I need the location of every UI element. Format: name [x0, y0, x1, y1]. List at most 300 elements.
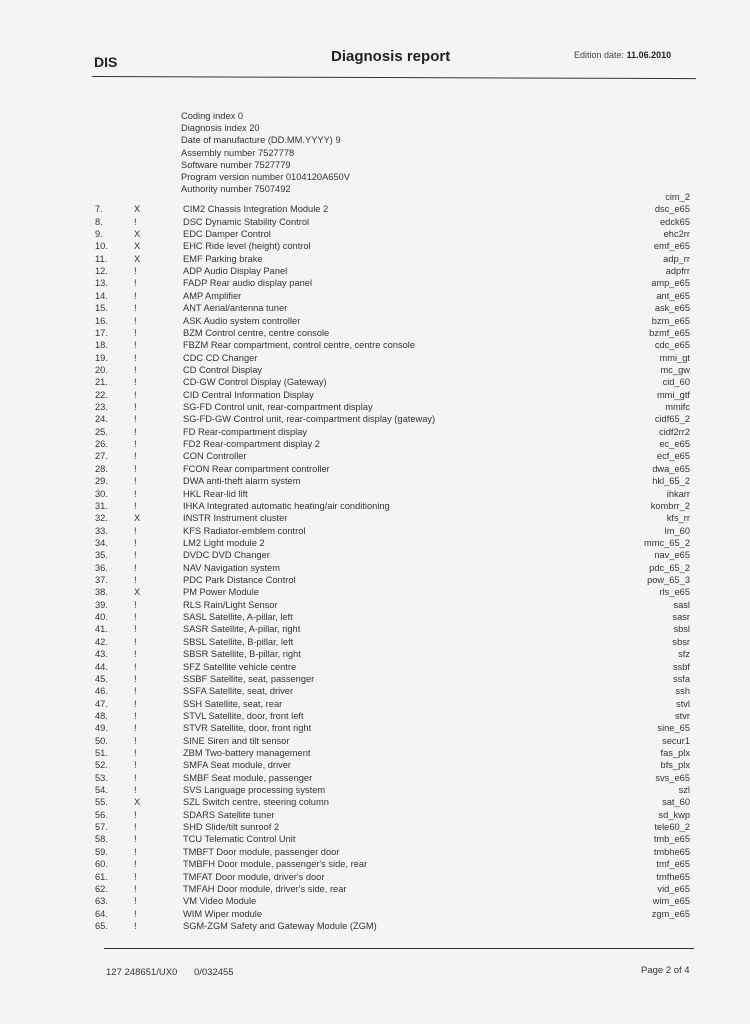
row-number: 47.: [95, 698, 108, 709]
module-description: FADP Rear audio display panel: [183, 278, 313, 289]
module-description: CID Central Information Display: [183, 389, 314, 400]
row-flag: X: [134, 513, 141, 524]
footer-ids: [106, 967, 234, 978]
module-description: SMBF Seat module, passenger: [183, 772, 313, 783]
list-item: [0, 475, 750, 487]
module-description: VM Video Module: [183, 896, 257, 907]
module-code: sat_60: [662, 797, 690, 808]
list-item: [0, 463, 750, 475]
row-flag: !: [134, 562, 137, 573]
row-flag: !: [134, 920, 137, 931]
list-item: [0, 858, 750, 870]
row-number: 13.: [95, 278, 108, 289]
module-description: CON Controller: [183, 451, 247, 462]
row-number: 25.: [95, 426, 108, 437]
list-item: [0, 240, 750, 252]
footer-id-2: 248651/UX0: [124, 967, 178, 978]
row-number: 53.: [95, 772, 108, 783]
row-flag: !: [134, 290, 137, 301]
module-description: SBSR Satellite, B-pillar, right: [183, 649, 301, 660]
row-flag: !: [134, 315, 137, 326]
list-item: [0, 216, 750, 228]
module-description: NAV Navigation system: [183, 562, 280, 573]
row-flag: !: [134, 414, 137, 425]
module-description: BZM Control centre, centre console: [183, 327, 330, 338]
module-code: mc_gw: [660, 364, 690, 375]
module-description: STVR Satellite, door, front right: [183, 723, 312, 734]
row-flag: !: [134, 500, 137, 511]
module-description: SASL Satellite, A-pillar, left: [183, 612, 293, 623]
row-number: 41.: [95, 624, 108, 635]
row-number: 32.: [95, 513, 108, 524]
row-number: 21.: [95, 377, 108, 388]
list-item: [0, 833, 750, 845]
module-description: FCON Rear compartment controller: [183, 463, 330, 474]
list-item: [0, 277, 750, 289]
header-divider: [92, 76, 696, 79]
row-flag: !: [134, 476, 137, 487]
module-code: cidf65_2: [654, 414, 690, 425]
module-description: FD Rear-compartment display: [183, 426, 307, 437]
list-item: [0, 735, 750, 747]
module-code: tmb_e65: [653, 834, 690, 845]
module-description: ASK Audio system controller: [183, 315, 301, 326]
module-code: ssh: [675, 686, 690, 697]
row-number: 44.: [95, 661, 108, 672]
module-description: DVDC DVD Changer: [183, 550, 270, 561]
list-item: [0, 648, 750, 660]
module-description: SGM-ZGM Safety and Gateway Module (ZGM): [183, 920, 377, 931]
row-number: 51.: [95, 747, 108, 758]
module-description: SG-FD Control unit, rear-compartment display: [183, 402, 373, 412]
row-number: 30.: [95, 488, 108, 499]
row-flag: !: [134, 735, 137, 746]
module-description: DSC Dynamic Stability Control: [183, 216, 310, 227]
module-code: amp_e65: [651, 278, 690, 289]
row-flag: !: [134, 266, 137, 277]
list-item: [0, 253, 750, 265]
row-flag: !: [134, 809, 137, 820]
row-number: 20.: [95, 364, 108, 375]
module-code: rls_e65: [659, 587, 690, 598]
list-item: [0, 574, 750, 586]
list-item: [0, 908, 750, 920]
module-code: tele60_2: [654, 822, 690, 833]
row-number: 17.: [95, 327, 108, 338]
row-number: 11.: [95, 253, 108, 264]
row-number: 24.: [95, 414, 108, 425]
row-flag: !: [134, 525, 137, 536]
list-item: [0, 376, 750, 388]
list-item: [0, 339, 750, 351]
module-description: SZL Switch centre, steering column: [183, 797, 329, 808]
list-item: [0, 698, 750, 710]
module-code: stvr: [675, 710, 690, 721]
list-item: [0, 537, 750, 549]
module-code: edck65: [660, 216, 690, 227]
module-description: SINE Siren and tilt sensor: [183, 735, 290, 746]
list-item: [0, 450, 750, 462]
module-description: PDC Park Distance Control: [183, 575, 296, 585]
module-code: dwa_e65: [652, 463, 690, 474]
row-number: 45.: [95, 673, 108, 684]
module-description: CDC CD Changer: [183, 352, 258, 363]
list-item: [0, 784, 750, 796]
row-number: 29.: [95, 476, 108, 487]
module-description: IHKA Integrated automatic heating/air conditioning: [183, 500, 390, 511]
module-description: RLS Rain/Light Sensor: [183, 599, 278, 610]
page-number: Page 2 of 4: [641, 965, 690, 976]
module-description: EDC Damper Control: [183, 229, 271, 239]
row-flag: !: [134, 760, 137, 771]
row-number: 38.: [95, 587, 108, 598]
row-flag: !: [134, 673, 137, 684]
module-code: ant_e65: [656, 290, 690, 301]
list-item: [0, 759, 750, 771]
row-number: 8.: [95, 216, 103, 227]
module-description: EMF Parking brake: [183, 253, 263, 264]
row-flag: !: [134, 389, 137, 400]
module-code: adpfrr: [665, 266, 690, 277]
module-code: mmi_gtf: [656, 389, 690, 400]
edition-date-label: Edition date:: [574, 50, 625, 60]
module-description: DWA anti-theft alarm system: [183, 476, 301, 487]
info-line: Program version number 0104120A650V: [181, 172, 350, 183]
list-item: [0, 747, 750, 759]
module-description: LM2 Light module 2: [183, 537, 265, 548]
module-description: CIM2 Chassis Integration Module 2: [183, 204, 329, 215]
module-description: SBSL Satellite, B-pillar, left: [183, 636, 294, 647]
module-description: SG-FD-GW Control unit, rear-compartment display (gateway): [183, 414, 436, 425]
row-flag: !: [134, 785, 137, 796]
row-flag: X: [134, 253, 141, 264]
module-code: cid_60: [662, 377, 690, 388]
list-item: [0, 821, 750, 833]
module-description: SSBF Satellite, seat, passenger: [183, 673, 315, 684]
row-flag: X: [134, 797, 141, 808]
list-item: [0, 438, 750, 450]
list-item: [0, 228, 750, 240]
header-dis-label: DIS: [94, 54, 118, 70]
row-number: 62.: [95, 883, 108, 894]
row-number: 40.: [95, 612, 108, 623]
module-code: tmf_e65: [656, 859, 690, 870]
list-item: [0, 500, 750, 512]
row-number: 37.: [95, 575, 108, 585]
row-flag: !: [134, 352, 137, 363]
row-number: 59.: [95, 846, 108, 857]
module-code: emf_e65: [653, 241, 690, 252]
module-code: pdc_65_2: [649, 562, 690, 573]
list-item: [0, 203, 750, 215]
row-number: 12.: [95, 266, 108, 277]
module-code: lm_60: [664, 525, 690, 536]
module-description: FBZM Rear compartment, control centre, centre console: [183, 340, 415, 351]
row-number: 63.: [95, 896, 108, 907]
list-item: [0, 846, 750, 858]
row-number: 35.: [95, 550, 108, 561]
row-number: 7.: [95, 204, 103, 215]
row-number: 61.: [95, 871, 108, 882]
module-list: [0, 191, 750, 929]
module-code: fas_plx: [660, 747, 690, 758]
row-number: 22.: [95, 389, 108, 400]
list-item: [0, 883, 750, 895]
module-code: mmi_gt: [659, 352, 690, 363]
module-description: SFZ Satellite vehicle centre: [183, 661, 297, 672]
module-description: SSFA Satellite, seat, driver: [183, 686, 294, 697]
module-description: WIM Wiper module: [183, 908, 263, 919]
row-flag: X: [134, 241, 141, 252]
module-description: SMFA Seat module, driver: [183, 760, 291, 771]
row-flag: !: [134, 278, 137, 289]
row-flag: !: [134, 649, 137, 660]
row-number: 27.: [95, 451, 108, 462]
row-flag: !: [134, 439, 137, 450]
row-number: 64.: [95, 908, 108, 919]
module-code: mmifc: [665, 402, 690, 412]
row-number: 26.: [95, 439, 108, 450]
row-flag: !: [134, 402, 137, 412]
list-item: [0, 636, 750, 648]
row-number: 49.: [95, 723, 108, 734]
row-number: 52.: [95, 760, 108, 771]
list-item: [0, 426, 750, 438]
module-code: sbsr: [672, 636, 690, 647]
module-code: mmc_65_2: [644, 537, 690, 548]
row-flag: !: [134, 340, 137, 351]
footer-id-1: 127: [106, 967, 122, 978]
row-number: 34.: [95, 537, 108, 548]
row-number: 46.: [95, 686, 108, 697]
module-code: zgm_e65: [651, 908, 690, 919]
list-item: [0, 327, 750, 339]
module-description: SHD Slide/tilt sunroof 2: [183, 822, 280, 833]
module-description: PM Power Module: [183, 587, 259, 598]
row-flag: !: [134, 426, 137, 437]
list-item: [0, 796, 750, 808]
list-item: [0, 599, 750, 611]
row-flag: X: [134, 204, 141, 215]
row-flag: !: [134, 661, 137, 672]
module-description: FD2 Rear-compartment display 2: [183, 439, 320, 450]
module-code: sd_kwp: [658, 809, 690, 820]
module-code: cidf2rr2: [658, 426, 690, 437]
module-description: TMFAH Door module, driver's side, rear: [183, 883, 347, 894]
info-line: Diagnosis index 20: [181, 123, 260, 134]
module-code: kombrr_2: [650, 500, 690, 511]
module-description: TCU Telematic Control Unit: [183, 834, 296, 845]
module-code: secur1: [662, 735, 690, 746]
list-item: [0, 389, 750, 401]
module-code: ask_e65: [654, 303, 690, 314]
module-description: CD-GW Control Display (Gateway): [183, 377, 327, 388]
row-number: 16.: [95, 315, 108, 326]
module-description: SSH Satellite, seat, rear: [183, 698, 283, 709]
row-number: 56.: [95, 809, 108, 820]
footer-id-3: 0/032455: [193, 967, 234, 978]
row-flag: !: [134, 710, 137, 721]
list-item: [0, 611, 750, 623]
list-item: [0, 920, 750, 932]
module-description: AMP Amplifier: [183, 290, 242, 301]
row-flag: !: [134, 846, 137, 857]
row-number: 23.: [95, 402, 108, 412]
row-flag: !: [134, 327, 137, 338]
module-description: TMFAT Door module, driver's door: [183, 871, 325, 882]
row-flag: !: [134, 747, 137, 758]
module-description: STVL Satellite, door, front left: [183, 710, 304, 721]
row-number: 58.: [95, 834, 108, 845]
row-flag: !: [134, 896, 137, 907]
row-flag: !: [134, 624, 137, 635]
module-code: tmbhe65: [653, 846, 690, 857]
row-flag: !: [134, 377, 137, 388]
row-number: 15.: [95, 303, 108, 314]
row-number: 54.: [95, 785, 108, 796]
list-item: [0, 685, 750, 697]
row-flag: !: [134, 575, 137, 585]
row-flag: !: [134, 550, 137, 561]
row-flag: !: [134, 612, 137, 623]
module-description: KFS Radiator-emblem control: [183, 525, 306, 536]
list-item: [0, 722, 750, 734]
footer-divider: [104, 948, 694, 949]
list-item: [0, 352, 750, 364]
row-number: 33.: [95, 525, 108, 536]
module-code: cim_2: [665, 192, 690, 202]
module-code: vid_e65: [657, 883, 690, 894]
row-flag: !: [134, 537, 137, 548]
row-flag: !: [134, 686, 137, 697]
list-item: [0, 364, 750, 376]
module-description: HKL Rear-lid lift: [183, 488, 248, 499]
list-item: [0, 413, 750, 425]
row-flag: !: [134, 859, 137, 870]
list-item: [0, 290, 750, 302]
module-code: bfs_plx: [660, 760, 690, 771]
module-code: stvl: [676, 698, 690, 709]
row-flag: !: [134, 636, 137, 647]
module-description: SDARS Satellite tuner: [183, 809, 275, 820]
edition-date-value: 11.06.2010: [626, 50, 672, 60]
row-flag: !: [134, 698, 137, 709]
list-item: [0, 315, 750, 327]
module-code: wim_e65: [652, 896, 690, 907]
row-number: 39.: [95, 599, 108, 610]
row-number: 60.: [95, 859, 108, 870]
module-code: ehc2rr: [663, 229, 690, 239]
row-flag: X: [134, 587, 141, 598]
row-flag: !: [134, 908, 137, 919]
module-description: CD Control Display: [183, 364, 263, 375]
list-item: [0, 512, 750, 524]
list-item: [0, 525, 750, 537]
list-item: [0, 895, 750, 907]
row-flag: !: [134, 883, 137, 894]
row-number: 28.: [95, 463, 108, 474]
row-number: 31.: [95, 500, 108, 511]
module-description: TMBFH Door module, passenger's side, rear: [183, 859, 368, 870]
module-description: INSTR Instrument cluster: [183, 513, 288, 524]
module-code: ssbf: [672, 661, 690, 672]
row-flag: !: [134, 599, 137, 610]
module-description: ZBM Two-battery management: [183, 747, 311, 758]
list-item: [0, 710, 750, 722]
list-item: [0, 772, 750, 784]
module-code: sine_65: [657, 723, 690, 734]
module-code: cdc_e65: [654, 340, 690, 351]
row-number: 9.: [95, 229, 103, 239]
module-code: ecf_e65: [656, 451, 690, 462]
row-flag: !: [134, 834, 137, 845]
row-number: 10.: [95, 241, 108, 252]
row-number: 19.: [95, 352, 108, 363]
row-flag: !: [134, 822, 137, 833]
list-item: [0, 586, 750, 598]
list-item: [0, 623, 750, 635]
module-code: nav_e65: [654, 550, 690, 561]
module-code: kfs_rr: [666, 513, 690, 524]
module-code: bzm_e65: [651, 315, 690, 326]
edition-date: [574, 50, 671, 60]
row-flag: !: [134, 772, 137, 783]
row-flag: !: [134, 723, 137, 734]
row-number: 65.: [95, 920, 108, 931]
info-line: Assembly number 7527778: [181, 147, 295, 158]
row-flag: !: [134, 303, 137, 314]
row-number: 14.: [95, 290, 108, 301]
module-code: sasr: [672, 612, 690, 623]
module-code: sbsl: [673, 624, 690, 635]
module-description: ADP Audio Display Panel: [183, 266, 288, 277]
list-item: [0, 488, 750, 500]
row-number: 42.: [95, 636, 108, 647]
module-code: ec_e65: [659, 439, 690, 450]
row-flag: !: [134, 451, 137, 462]
module-code: sfz: [678, 649, 690, 660]
row-number: 48.: [95, 710, 108, 721]
row-number: 57.: [95, 822, 108, 833]
module-description: EHC Ride level (height) control: [183, 241, 311, 252]
list-item: [0, 401, 750, 413]
module-code: sasl: [673, 599, 690, 610]
list-item: [0, 871, 750, 883]
list-item: [0, 661, 750, 673]
row-flag: !: [134, 488, 137, 499]
module-code: bzmf_e65: [649, 327, 690, 338]
row-flag: !: [134, 364, 137, 375]
report-title: Diagnosis report: [331, 48, 451, 65]
module-description: TMBFT Door module, passenger door: [183, 846, 340, 857]
list-item: [0, 302, 750, 314]
module-code: dsc_e65: [654, 204, 690, 215]
list-item: [0, 549, 750, 561]
module-code: pow_65_3: [647, 575, 690, 585]
module-code: svs_e65: [655, 772, 690, 783]
row-number: 50.: [95, 735, 108, 746]
row-flag: !: [134, 216, 137, 227]
module-code: szl: [678, 785, 690, 796]
module-description: ANT Aerial/antenna tuner: [183, 303, 288, 314]
list-item: [0, 673, 750, 685]
row-number: 18.: [95, 340, 108, 351]
module-code: tmfhe65: [656, 871, 690, 882]
row-number: 55.: [95, 797, 108, 808]
module-code: hkl_65_2: [652, 476, 690, 487]
row-flag: !: [134, 463, 137, 474]
module-code: adp_rr: [663, 253, 690, 264]
